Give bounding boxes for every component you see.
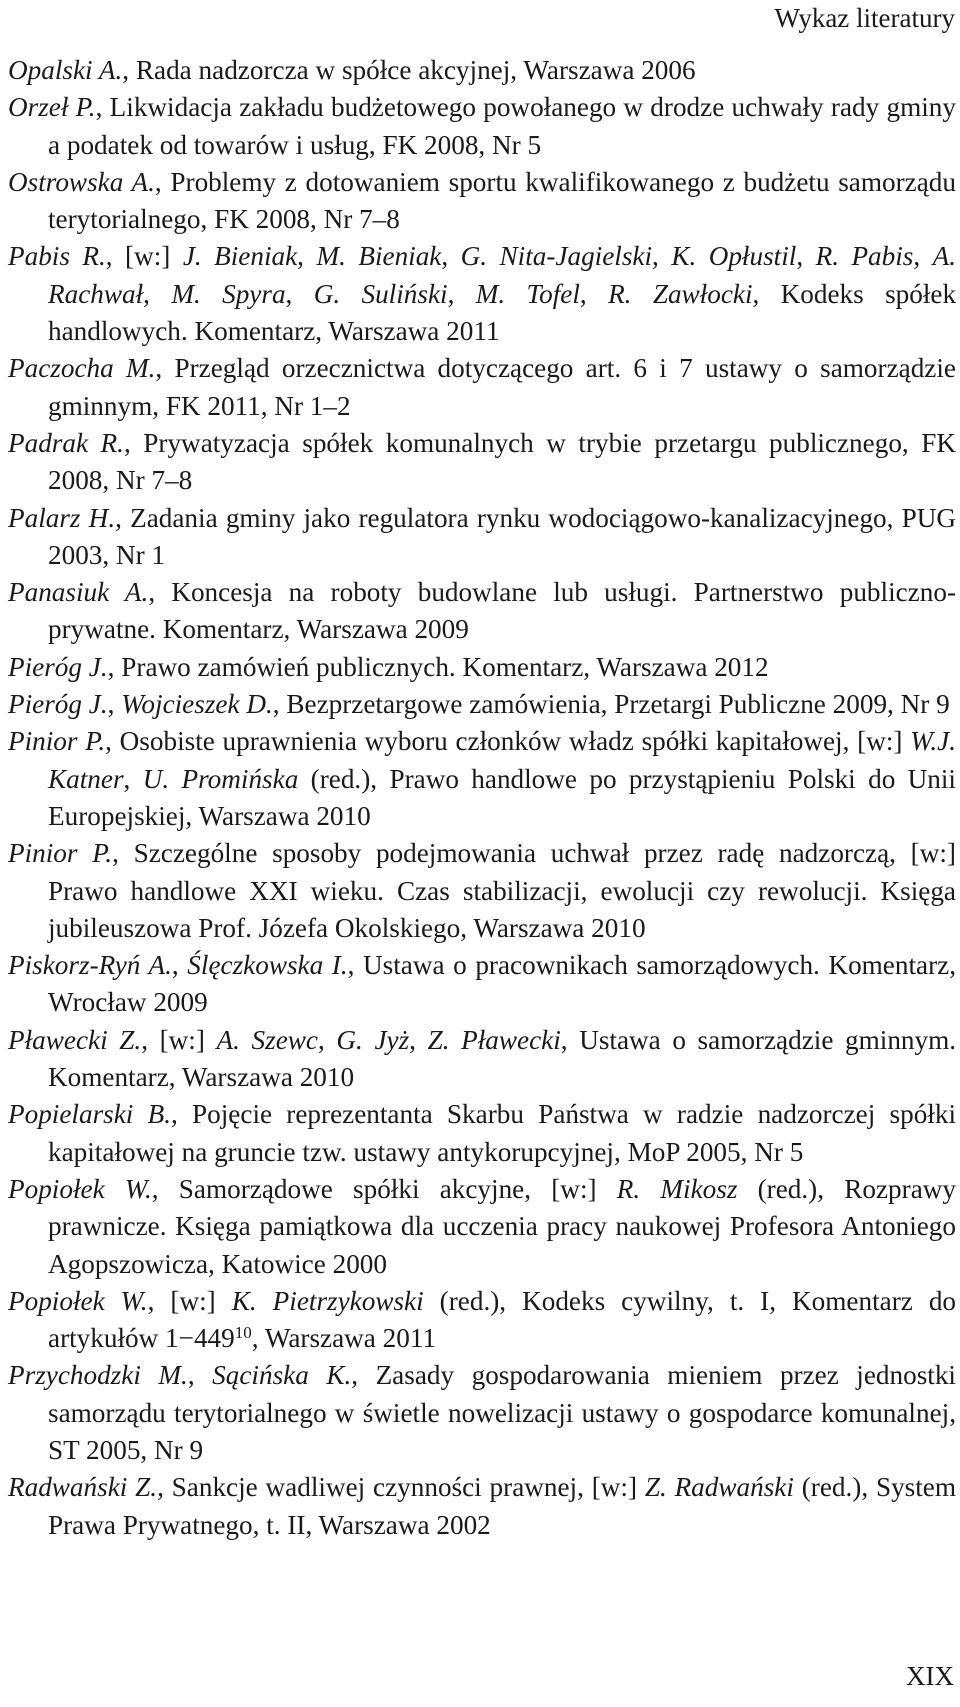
entry-author-italic: Radwański Z. [8, 1472, 158, 1503]
entry-author-italic: Orzeł P. [8, 92, 96, 123]
bibliography-entry [8, 1171, 956, 1283]
entry-author-italic: Pabis R. [8, 241, 106, 272]
entry-author-italic: Przychodzki M. [8, 1360, 188, 1391]
entry-author-italic: Opalski A. [8, 55, 123, 85]
entry-author-italic: Padrak R. [8, 427, 124, 458]
entry-author-italic: R. Mikosz [616, 1173, 738, 1204]
entry-author-italic: A. Rachwał [48, 241, 957, 309]
entry-superscript: 10 [234, 1323, 252, 1343]
entry-author-italic: M. Tofel [475, 278, 580, 309]
entry-text: , [w:] [147, 1285, 232, 1316]
entry-author-italic: Wojcieszek D. [121, 689, 273, 720]
entry-author-italic: Pieróg J. [8, 689, 108, 720]
entry-text: , [285, 278, 314, 309]
entry-text: , [w:] [141, 1024, 217, 1055]
entry-text: , Rada nadzorcza w spółce akcyjnej, Warszawa 2006 [122, 55, 696, 85]
bibliography-entry [8, 1357, 956, 1469]
entry-author-italic: Pinior P. [8, 726, 106, 757]
entry-author-italic: Ostrowska A. [8, 166, 155, 197]
entry-author-italic: W.J. Katner [48, 726, 956, 794]
bibliography-entry [8, 425, 956, 500]
entry-text: (red.), Prawo handlowe po przystąpieniu Polski do Unii Europejskiej, Warszawa 2010 [48, 763, 956, 831]
entry-text: , Kodeks spółek handlowych. Komentarz, Warszawa 2011 [48, 278, 957, 347]
entry-text: , [107, 689, 122, 720]
entry-text: , Zadania gminy jako regulatora rynku wodociągowo-kanalizacyjnego, PUG 2003, Nr 1 [48, 502, 956, 570]
bibliography-entry [8, 1096, 956, 1171]
entry-text: , [409, 1024, 428, 1055]
entry-author-italic: Sącińska K. [212, 1360, 352, 1391]
entry-author-italic: Pławecki Z. [8, 1024, 142, 1055]
entry-author-italic: J. Bieniak [182, 241, 298, 272]
entry-author-italic: K. Pietrzykowski [231, 1285, 424, 1316]
entry-text: , [317, 1024, 337, 1055]
entry-author-italic: G. Suliński [313, 278, 448, 309]
entry-author-italic: M. Bieniak [316, 241, 442, 272]
entry-author-italic: M. Spyra [171, 278, 286, 309]
entry-author-italic: Palarz H. [8, 502, 116, 533]
bibliography-entry [8, 723, 956, 835]
entry-author-italic: Piskorz-Ryń A. [8, 950, 172, 981]
entry-text: , Prywatyzacja spółek komunalnych w trybie przetargu publicznego, FK 2008, Nr 7–8 [48, 427, 956, 496]
entry-text: , Likwidacja zakładu budżetowego powołanego w drodze uchwały rady gminy a podatek od towarów i usług, FK 2008, Nr 5 [48, 92, 956, 160]
entry-author-italic: Z. Radwański [644, 1472, 794, 1503]
bibliography-entry [8, 1469, 956, 1544]
bibliography-entry [8, 350, 956, 425]
entry-text: , [796, 241, 816, 272]
entry-author-italic: G. Jyż [336, 1024, 410, 1055]
entry-text: , Ustawa o samorządzie gminnym. Komentarz, Warszawa 2010 [48, 1024, 957, 1093]
bibliography-entry [8, 649, 956, 686]
bibliography-entry [8, 238, 956, 350]
entry-text: , Zasady gospodarowania mieniem przez jednostki samorządu terytorialnego w świetle nowelizacji ustawy o gospodarce komunalnej, ST 2005, Nr 9 [48, 1360, 956, 1465]
bibliography-list [8, 52, 956, 1544]
entry-text: , Pojęcie reprezentanta Skarbu Państwa w radzie nadzorczej spółki kapitałowej na gruncie tzw. ustawy antykorupcyjnej, MoP 2005, Nr 5 [48, 1099, 957, 1167]
entry-author-italic: Popiołek W. [8, 1173, 152, 1204]
running-head: Wykaz literatury [774, 3, 955, 33]
entry-text: , Ustawa o pracownikach samorządowych. Komentarz, Wrocław 2009 [48, 950, 957, 1018]
entry-author-italic: R. Pabis [815, 241, 914, 272]
entry-text: , Koncesja na roboty budowlane lub usługi. Partnerstwo publiczno-prywatne. Komentarz, Warszawa 2009 [48, 577, 956, 645]
entry-text: (red.), Kodeks cywilny, t. I, Komentarz do artykułów 1−449 [48, 1285, 957, 1354]
entry-text: , [w:] [105, 241, 183, 272]
entry-author-italic: Pieróg J. [8, 651, 108, 682]
entry-text: , [143, 278, 172, 309]
entry-author-italic: Ślęczkowska I. [187, 950, 348, 981]
entry-text: (red.), Rozprawy prawnicze. Księga pamiątkowa dla ucczenia pracy naukowej Profesora Antoniego Agopszowicza, Katowice 2000 [48, 1173, 956, 1279]
entry-author-italic: Panasiuk A. [8, 577, 149, 608]
entry-author-italic: Popielarski B. [8, 1099, 171, 1130]
entry-author-italic: Pinior P. [8, 838, 113, 869]
entry-text: , [913, 241, 933, 272]
entry-text: , [123, 763, 143, 794]
entry-text: , Samorządowe spółki akcyjne, [w:] [151, 1173, 617, 1204]
entry-text: , [171, 950, 188, 981]
bibliography-entry [8, 686, 956, 723]
entry-author-italic: G. Nita-Jagielski [460, 241, 653, 272]
entry-author-italic: R. Zawłocki [608, 278, 753, 309]
entry-text: , Bezprzetargowe zamówienia, Przetargi Publiczne 2009, Nr 9 [272, 689, 950, 720]
entry-author-italic: A. Szewc [216, 1024, 318, 1055]
bibliography-entry [8, 947, 956, 1022]
entry-text: , [187, 1360, 213, 1391]
bibliography-entry [8, 835, 956, 947]
entry-text: , [441, 241, 461, 272]
entry-text: , Przegląd orzecznictwa dotyczącego art. 6 i 7 ustawy o samorządzie gminnym, FK 2011, Nr 1–2 [48, 353, 956, 421]
entry-author-italic: Popiołek W. [8, 1285, 148, 1316]
bibliography-entry [8, 500, 956, 575]
entry-text: , [297, 241, 317, 272]
bibliography-entry [8, 574, 956, 649]
entry-text: , Sankcje wadliwej czynności prawnej, [w:] [157, 1472, 645, 1503]
page-number: XIX [906, 1661, 954, 1691]
entry-text: , Osobiste uprawnienia wyboru członków władz spółki kapitałowej, [w:] [105, 726, 911, 757]
entry-text: , [652, 241, 672, 272]
entry-author-italic: K. Opłustil [671, 241, 797, 272]
entry-text: , Warszawa 2011 [251, 1323, 437, 1354]
entry-text: (red.), System Prawa Prywatnego, t. II, Warszawa 2002 [48, 1472, 957, 1540]
entry-author-italic: Z. Pławecki [427, 1024, 561, 1055]
bibliography-entry [8, 1283, 956, 1358]
bibliography-entry [8, 1022, 956, 1097]
bibliography-entry [8, 89, 956, 164]
entry-author-italic: Paczocha M. [8, 353, 156, 384]
entry-text: , Szczególne sposoby podejmowania uchwał przez radę nadzorczą, [w:] Prawo handlowe XXI wieku. Czas stabilizacji, ewolucji czy rewolucji. Księga jubileuszowa Prof. Józefa Okolskiego, Warszawa 2010 [48, 838, 956, 943]
entry-author-italic: U. Promińska [142, 763, 299, 794]
entry-text: , [579, 278, 609, 309]
entry-text: , Problemy z dotowaniem sportu kwalifikowanego z budżetu samorządu terytorialnego, FK 2008, Nr 7–8 [48, 166, 956, 235]
entry-text: , [447, 278, 476, 309]
bibliography-entry [8, 52, 956, 89]
bibliography-entry [8, 164, 956, 239]
entry-text: , Prawo zamówień publicznych. Komentarz, Warszawa 2012 [107, 651, 769, 682]
